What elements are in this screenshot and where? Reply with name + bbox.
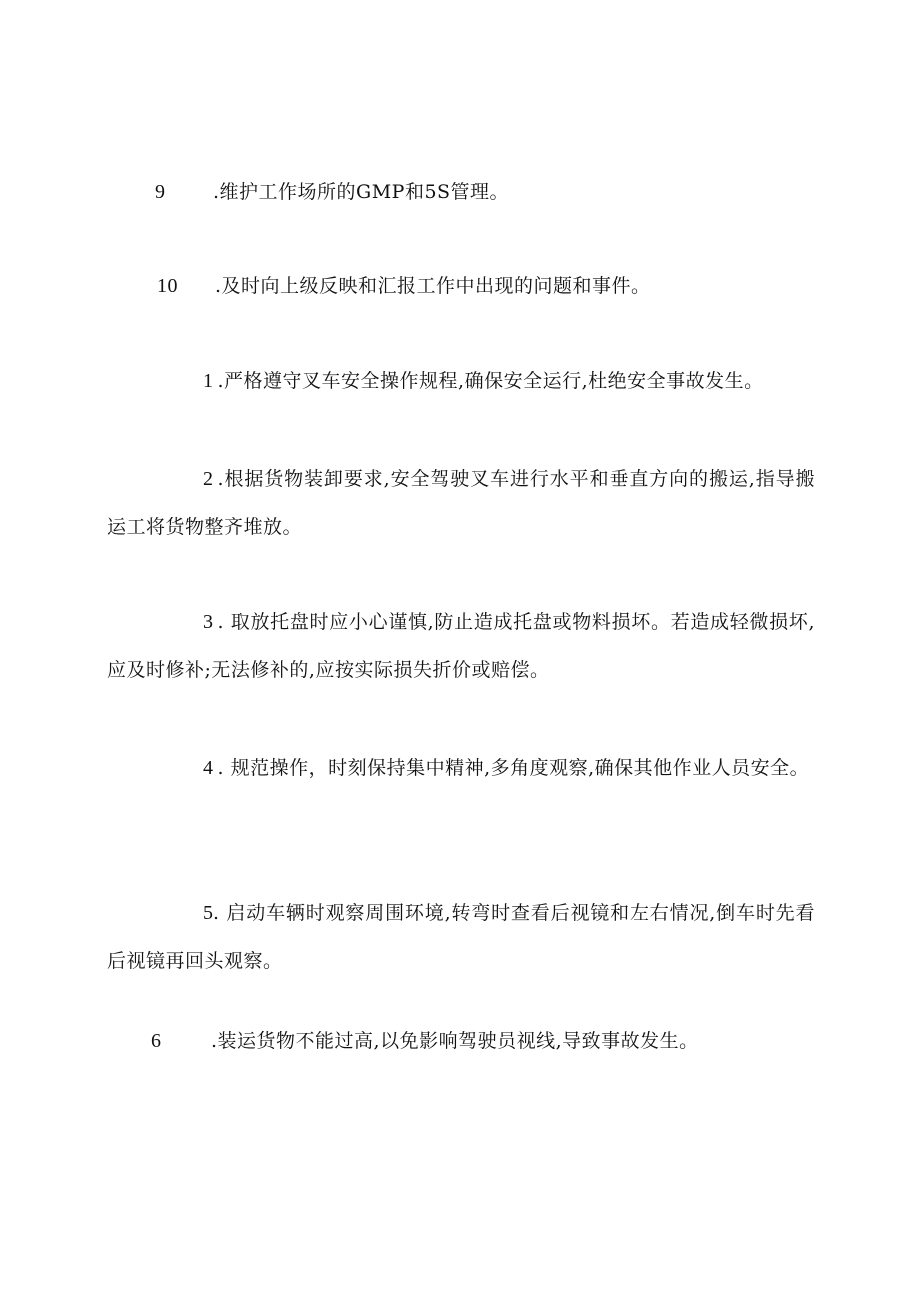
item-text: . 规范操作，时刻保持集中精神,多角度观察,确保其他作业人员安全。 [217, 757, 810, 779]
item-number: 3 [203, 611, 214, 633]
list-item-9 [107, 168, 815, 216]
item-text: . 取放托盘时应小心谨慎,防止造成托盘或物料损坏。若造成轻微损坏,应及时修补;无法修补的,应按实际损失折价或赔偿。 [107, 611, 815, 681]
item-number: 5 [203, 902, 214, 924]
item-number: 1 [203, 370, 214, 392]
item-text: . 启动车辆时观察周围环境,转弯时查看后视镜和左右情况,倒车时先看后视镜再回头观察。 [107, 902, 815, 972]
item-number: 10 [157, 275, 178, 297]
item-text: .严格遵守叉车安全操作规程,确保安全运行,杜绝安全事故发生。 [217, 370, 764, 392]
list-item-6 [107, 1017, 815, 1065]
item-number: 4 [203, 757, 214, 779]
list-item-5 [107, 889, 815, 985]
list-item-10 [107, 262, 815, 310]
item-text: .及时向上级反映和汇报工作中出现的问题和事件。 [215, 275, 651, 297]
item-text: .根据货物装卸要求,安全驾驶叉车进行水平和垂直方向的搬运,指导搬运工将货物整齐堆放。 [107, 468, 815, 538]
item-text: .维护工作场所的GMP和5S管理。 [213, 181, 510, 203]
item-number: 6 [151, 1030, 162, 1052]
item-number: 2 [203, 468, 214, 490]
item-text: .装运货物不能过高,以免影响驾驶员视线,导致事故发生。 [211, 1030, 699, 1052]
list-item-4 [107, 744, 815, 792]
list-item-1 [107, 357, 815, 405]
list-item-3 [107, 598, 815, 694]
list-item-2 [107, 455, 815, 551]
item-number: 9 [155, 181, 166, 203]
